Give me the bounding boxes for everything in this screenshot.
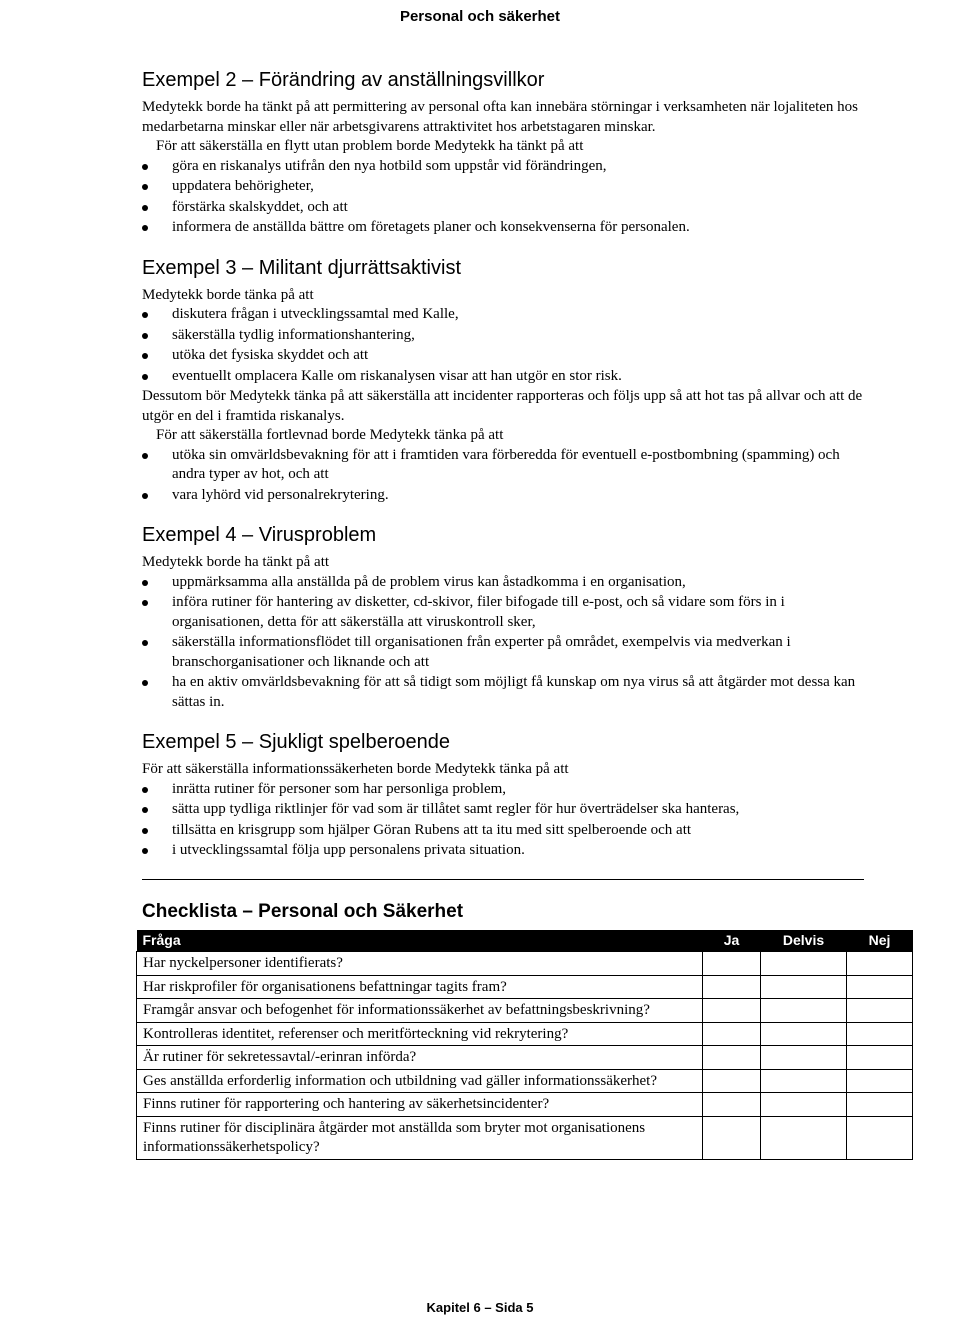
bullet-item: säkerställa tydlig informationshantering, <box>142 326 872 346</box>
answer-cell-no[interactable] <box>847 999 913 1023</box>
paragraph: För att säkerställa en flytt utan problem borde Medytekk ha tänkt på att <box>156 138 584 154</box>
checklist-row <box>137 1116 913 1159</box>
answer-cell-no[interactable] <box>847 1069 913 1093</box>
column-header-partly: Delvis <box>761 930 847 952</box>
paragraph: Medytekk borde tänka på att <box>142 286 314 303</box>
checklist-row <box>137 1046 913 1070</box>
bullet-item: vara lyhörd vid personalrekrytering. <box>142 486 872 506</box>
bullet-item: eventuellt omplacera Kalle om riskanalysen visar att han utgör en stor risk. <box>142 367 872 387</box>
bullet-list <box>142 305 872 386</box>
question-cell: Är rutiner för sekretessavtal/-erinran införda? <box>137 1046 703 1070</box>
bullet-item: informera de anställda bättre om företagets planer och konsekvenserna för personalen. <box>142 218 872 238</box>
checklist-table <box>136 930 913 1160</box>
column-header-yes: Ja <box>703 930 761 952</box>
checklist-header-row <box>137 930 913 952</box>
paragraph: Medytekk borde ha tänkt på att permittering av personal ofta kan innebära störningar i verksamheten när lojaliteten hos medarbetarna minskar eller när arbetsgivarens attraktivitet hos arbetstagaren minskar. <box>142 99 859 135</box>
example-section <box>142 68 872 238</box>
answer-cell-partly[interactable] <box>761 1069 847 1093</box>
checklist-row <box>137 1093 913 1117</box>
answer-cell-yes[interactable] <box>703 1022 761 1046</box>
checklist-row <box>137 952 913 976</box>
question-cell: Framgår ansvar och befogenhet för informationssäkerhet av befattningsbeskrivning? <box>137 999 703 1023</box>
page-footer: Kapitel 6 – Sida 5 <box>426 1300 534 1315</box>
bullet-item: tillsätta en krisgrupp som hjälper Göran Rubens att ta itu med sitt spelberoende och att <box>142 821 872 841</box>
answer-cell-yes[interactable] <box>703 1116 761 1159</box>
examples-container <box>142 68 872 861</box>
bullet-item: införa rutiner för hantering av disketter, cd-skivor, filer bifogade till e-post, och så vidare som förs in i organisationen, detta för att säkerställa att viruskontroll sker, <box>142 593 872 632</box>
paragraph: För att säkerställa informationssäkerheten borde Medytekk tänka på att <box>142 761 569 777</box>
example-title: Exempel 5 – Sjukligt spelberoende <box>142 731 450 753</box>
answer-cell-yes[interactable] <box>703 999 761 1023</box>
example-title: Exempel 4 – Virusproblem <box>142 524 377 546</box>
answer-cell-no[interactable] <box>847 1116 913 1159</box>
answer-cell-partly[interactable] <box>761 975 847 999</box>
bullet-item: förstärka skalskyddet, och att <box>142 198 872 218</box>
answer-cell-yes[interactable] <box>703 975 761 999</box>
question-cell: Finns rutiner för rapportering och hantering av säkerhetsincidenter? <box>137 1093 703 1117</box>
column-header-question: Fråga <box>137 930 703 952</box>
checklist-body <box>137 952 913 1160</box>
page-content <box>142 68 891 1160</box>
answer-cell-no[interactable] <box>847 1046 913 1070</box>
bullet-item: inrätta rutiner för personer som har personliga problem, <box>142 780 872 800</box>
answer-cell-no[interactable] <box>847 1093 913 1117</box>
bullet-list <box>142 157 872 238</box>
checklist-row <box>137 999 913 1023</box>
bullet-list <box>142 446 872 506</box>
checklist-title: Checklista – Personal och Säkerhet <box>142 900 464 922</box>
example-section <box>142 523 872 712</box>
answer-cell-partly[interactable] <box>761 999 847 1023</box>
bullet-item: uppdatera behörigheter, <box>142 177 872 197</box>
answer-cell-partly[interactable] <box>761 1046 847 1070</box>
checklist-row <box>137 1069 913 1093</box>
bullet-item: ha en aktiv omvärldsbevakning för att så tidigt som möjligt få kunskap om nya virus så att åtgärder mot dessa kan sättas in. <box>142 673 872 712</box>
question-cell: Finns rutiner för disciplinära åtgärder mot anställda som bryter mot organisationens informationssäkerhetspolicy? <box>137 1116 703 1159</box>
answer-cell-no[interactable] <box>847 1022 913 1046</box>
question-cell: Kontrolleras identitet, referenser och meritförteckning vid rekrytering? <box>137 1022 703 1046</box>
bullet-item: i utvecklingssamtal följa upp personalens privata situation. <box>142 841 872 861</box>
bullet-item: säkerställa informationsflödet till organisationen från experter på området, exempelvis via medverkan i branschorganisationer och liknande och att <box>142 633 872 672</box>
page-header: Personal och säkerhet <box>399 8 561 25</box>
checklist-row <box>137 975 913 999</box>
bullet-list <box>142 573 872 713</box>
answer-cell-yes[interactable] <box>703 1069 761 1093</box>
paragraph: För att säkerställa fortlevnad borde Medytekk tänka på att <box>156 427 504 443</box>
answer-cell-partly[interactable] <box>761 1022 847 1046</box>
checklist-row <box>137 1022 913 1046</box>
bullet-item: utöka det fysiska skyddet och att <box>142 346 872 366</box>
bullet-item: uppmärksamma alla anställda på de problem virus kan åstadkomma i en organisation, <box>142 573 872 593</box>
example-section <box>142 730 872 861</box>
bullet-list <box>142 780 872 861</box>
paragraph: Dessutom bör Medytekk tänka på att säkerställa att incidenter rapporteras och följs upp så att hot tas på allvar och att de utgör en del i framtida riskanalys. <box>142 388 863 424</box>
example-section <box>142 256 872 506</box>
bullet-item: diskutera frågan i utvecklingssamtal med Kalle, <box>142 305 872 325</box>
section-divider <box>142 879 864 880</box>
bullet-item: göra en riskanalys utifrån den nya hotbild som uppstår vid förändringen, <box>142 157 872 177</box>
question-cell: Har riskprofiler för organisationens befattningar tagits fram? <box>137 975 703 999</box>
paragraph: Medytekk borde ha tänkt på att <box>142 554 330 570</box>
answer-cell-yes[interactable] <box>703 1093 761 1117</box>
answer-cell-yes[interactable] <box>703 1046 761 1070</box>
answer-cell-partly[interactable] <box>761 1116 847 1159</box>
bullet-item: utöka sin omvärldsbevakning för att i framtiden vara förberedda för eventuell e-postbombning (spamming) och andra typer av hot, och att <box>142 446 872 485</box>
bullet-item: sätta upp tydliga riktlinjer för vad som är tillåtet samt regler för hur överträdelser ska hanteras, <box>142 800 872 820</box>
example-title: Exempel 3 – Militant djurrättsaktivist <box>142 256 462 279</box>
answer-cell-yes[interactable] <box>703 952 761 976</box>
example-title: Exempel 2 – Förändring av anställningsvillkor <box>142 69 545 91</box>
answer-cell-no[interactable] <box>847 952 913 976</box>
question-cell: Har nyckelpersoner identifierats? <box>137 952 703 976</box>
answer-cell-no[interactable] <box>847 975 913 999</box>
answer-cell-partly[interactable] <box>761 1093 847 1117</box>
question-cell: Ges anställda erforderlig information och utbildning vad gäller informationssäkerhet? <box>137 1069 703 1093</box>
answer-cell-partly[interactable] <box>761 952 847 976</box>
column-header-no: Nej <box>847 930 913 952</box>
